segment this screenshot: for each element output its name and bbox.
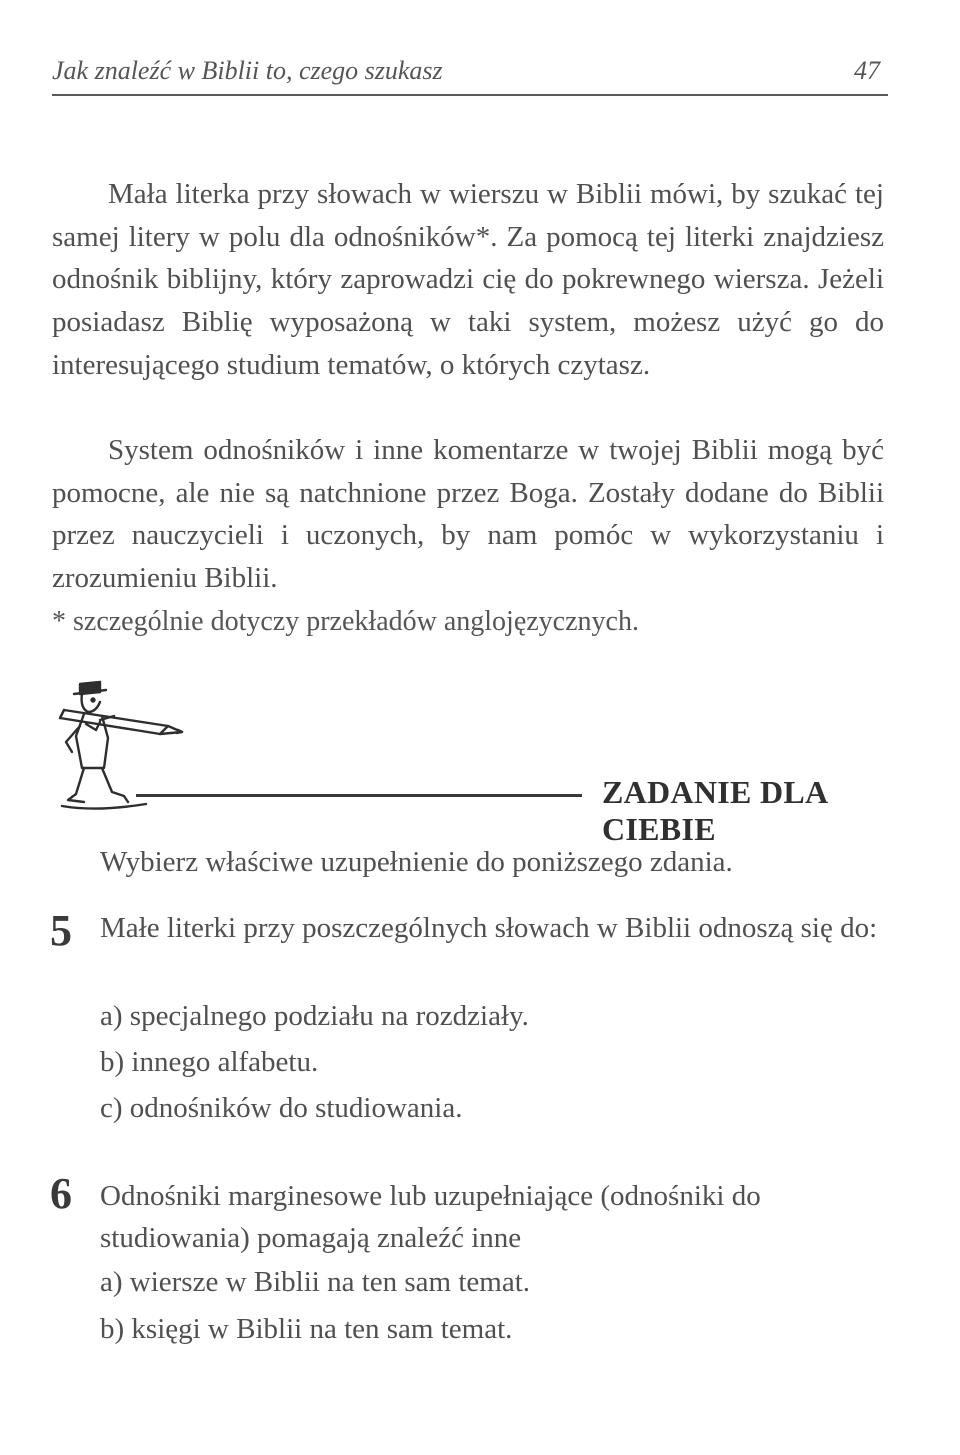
question-5-text: Małe literki przy poszczególnych słowach w Biblii odnoszą się do: (100, 912, 878, 944)
running-header (52, 50, 888, 96)
question-6-option-b: b) księgi w Biblii na ten sam temat. (100, 1313, 513, 1345)
question-6-option-a: a) wiersze w Biblii na ten sam temat. (100, 1266, 531, 1298)
running-title: Jak znaleźć w Biblii to, czego szukasz (52, 56, 443, 85)
paragraph-commentary-note: System odnośników i inne komentarze w twojej Biblii mogą być pomocne, ale nie są natchnione przez Boga. Zostały dodane do Biblii przez nauczycieli i uczonych, by nam pomóc w wykorzystaniu i zrozumieniu Biblii. (52, 434, 884, 595)
paragraph-cross-references: Mała literka przy słowach w wierszu w Biblii mówi, by szukać tej samej litery w polu dla odnośników*. Za pomocą tej literki znajdziesz odnośnik biblijny, który zaprowadzi cię do pokrewnego wiersza. Jeżeli posiadasz Biblię wyposażoną w taki system, możesz użyć go do interesującego studium tematów, o których czytasz. (52, 178, 884, 381)
footnote: * szczególnie dotyczy przekładów anglojęzycznych. (52, 606, 639, 637)
exercise-heading: ZADANIE DLA CIEBIE (602, 774, 827, 847)
section-divider (136, 794, 582, 797)
question-number-6: 6 (50, 1169, 72, 1218)
question-5-option-b: b) innego alfabetu. (100, 1046, 319, 1078)
exercise-instruction: Wybierz właściwe uzupełnienie do poniższego zdania. (100, 846, 733, 878)
book-page (50, 0, 890, 1455)
page-number: 47 (854, 56, 880, 85)
question-5-option-c: c) odnośników do studiowania. (100, 1092, 463, 1124)
question-6-text: Odnośniki marginesowe lub uzupełniające (odnośniki do studiowania) pomagają znaleźć inne (100, 1180, 761, 1254)
question-5-option-a: a) specjalnego podziału na rozdziały. (100, 1000, 529, 1032)
question-number-5: 5 (50, 906, 72, 955)
